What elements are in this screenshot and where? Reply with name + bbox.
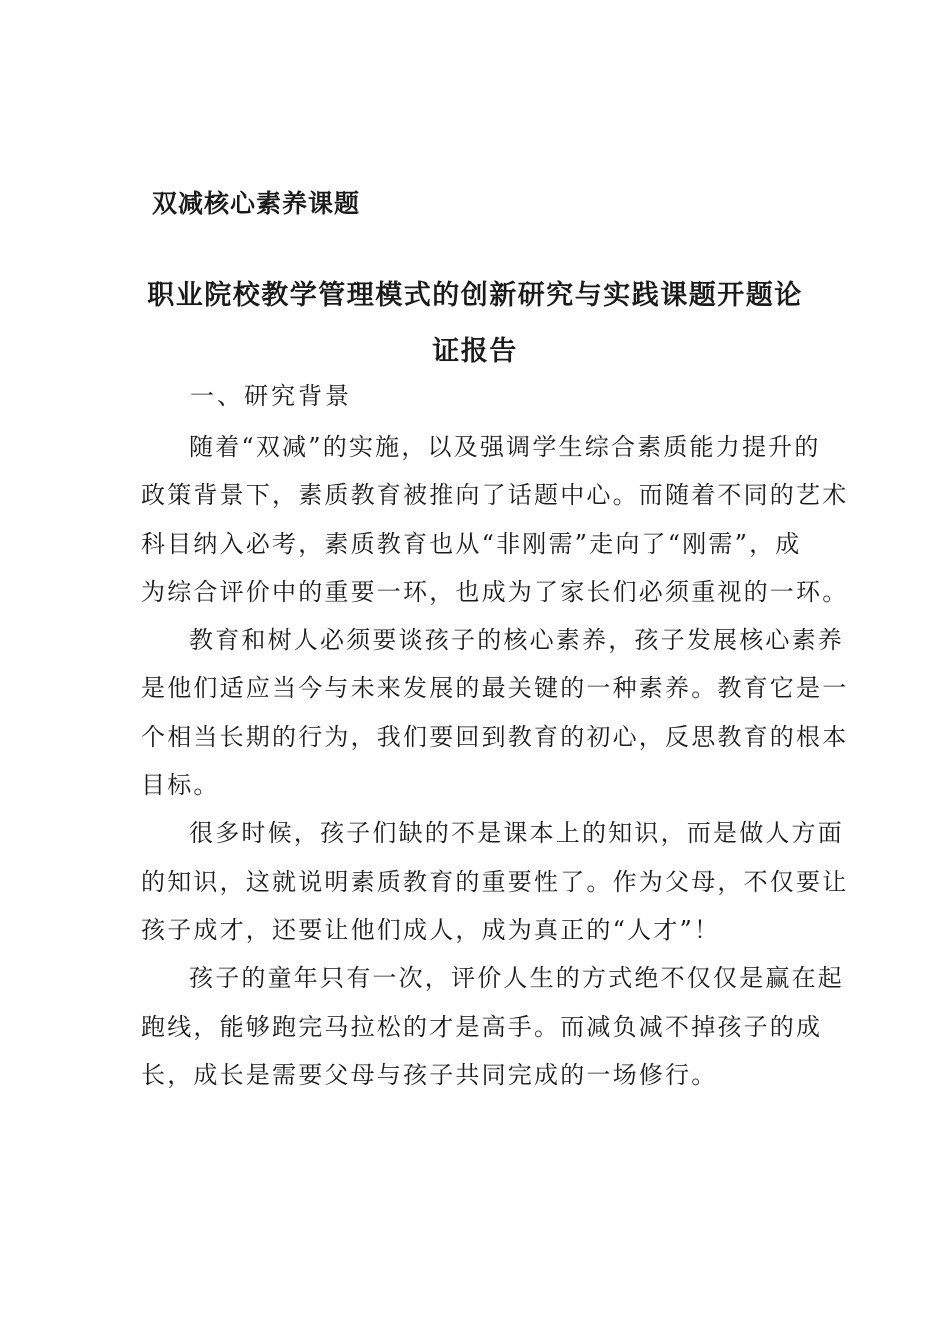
paragraph-line: 的知识，这就说明素质教育的重要性了。作为父母，不仅要让 xyxy=(141,867,849,896)
document-title-line: 证报告 xyxy=(432,336,518,367)
paragraph-line: 是他们适应当今与未来发展的最关键的一种素养。教育它是一 xyxy=(141,674,849,703)
paragraph-line: 孩子的童年只有一次，评价人生的方式绝不仅仅是赢在起 xyxy=(189,964,844,993)
paragraph-line: 很多时候，孩子们缺的不是课本上的知识，而是做人方面 xyxy=(189,819,844,848)
paragraph-line: 个相当长期的行为，我们要回到教育的初心，反思教育的根本 xyxy=(141,722,849,751)
paragraph-line: 孩子成才，还要让他们成人，成为真正的“人才”！ xyxy=(141,915,721,944)
document-title xyxy=(130,268,820,380)
paragraph-line: 跑线，能够跑完马拉松的才是高手。而减负减不掉孩子的成 xyxy=(141,1012,823,1041)
paragraph xyxy=(141,616,849,809)
document-body xyxy=(141,423,849,1099)
paragraph xyxy=(141,423,849,616)
paragraph-line: 为综合评价中的重要一环，也成为了家长们必须重视的一环。 xyxy=(141,577,849,606)
document-title-line: 职业院校教学管理模式的创新研究与实践课题开题论 xyxy=(147,280,803,311)
paragraph-line: 长，成长是需要父母与孩子共同完成的一场修行。 xyxy=(141,1060,718,1089)
document-tag-line: 双减核心素养课题 xyxy=(152,189,361,218)
paragraph xyxy=(141,954,844,1099)
paragraph-line: 教育和树人必须要谈孩子的核心素养，孩子发展核心素养 xyxy=(189,626,844,655)
paragraph xyxy=(141,809,849,954)
paragraph-line: 随着“双减”的实施，以及强调学生综合素质能力提升的 xyxy=(189,433,821,461)
section-heading: 一、研究背景 xyxy=(190,382,352,410)
paragraph-line: 政策背景下，素质教育被推向了话题中心。而随着不同的艺术 xyxy=(141,481,849,510)
paragraph-line: 目标。 xyxy=(141,771,220,800)
paragraph-line: 科目纳入必考，素质教育也从“非刚需”走向了“刚需”，成 xyxy=(141,529,802,558)
